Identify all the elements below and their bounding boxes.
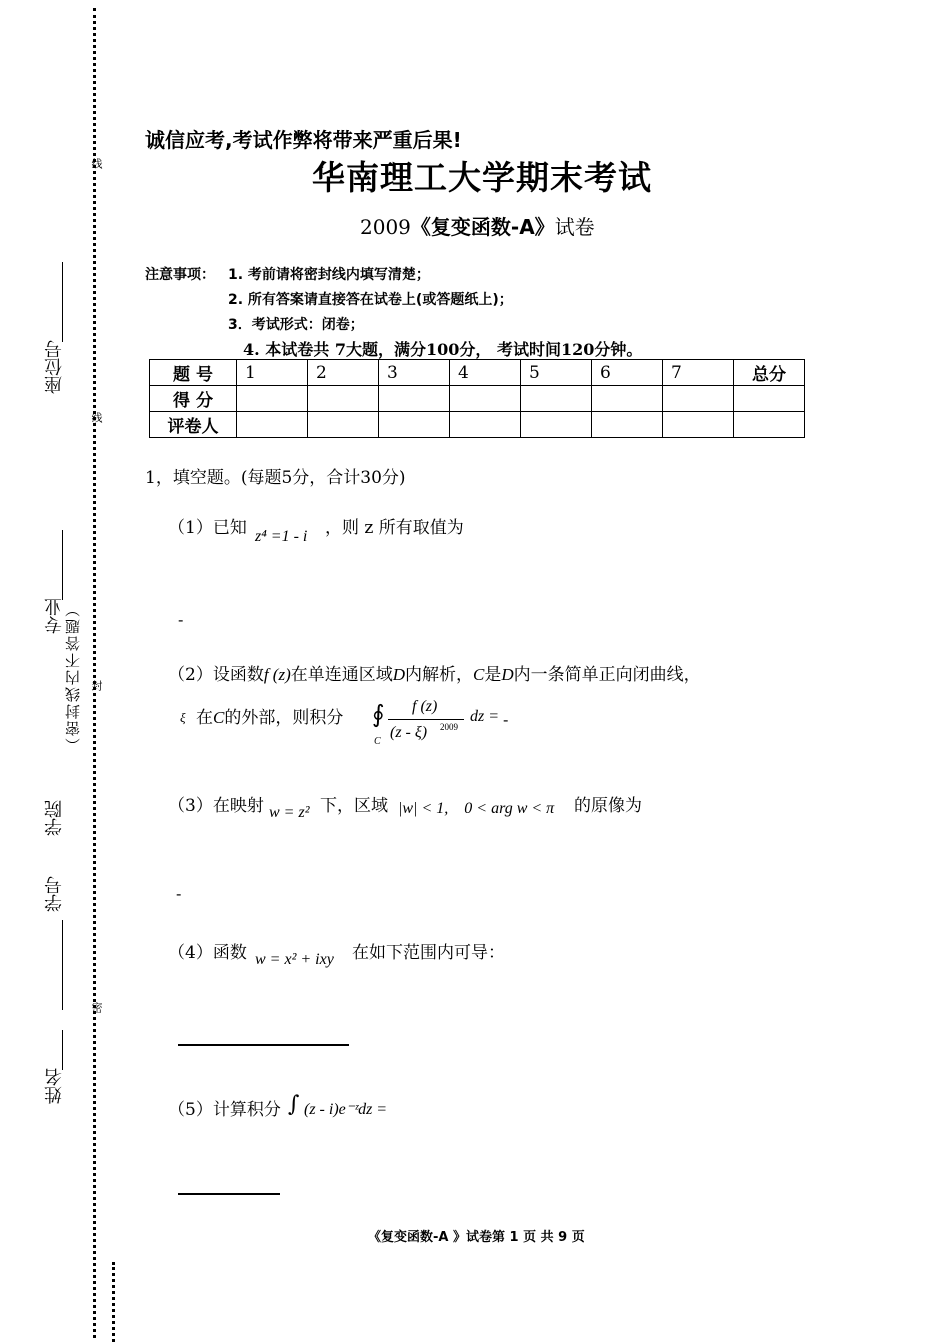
college-label: 学院 [44, 800, 65, 836]
grader-cell[interactable] [734, 412, 805, 438]
major-label: 专业 [44, 598, 65, 634]
q5-integral-sign: ∫ [288, 1092, 300, 1117]
q4-end: 在如下范围内可导： [352, 943, 505, 963]
col-2: 2 [308, 360, 379, 386]
seat-label: 座位号 [44, 340, 65, 394]
subtitle-suffix: 试卷 [554, 215, 595, 239]
col-6: 6 [592, 360, 663, 386]
q1-answer-blank[interactable]: - [178, 610, 184, 629]
score-cell[interactable] [663, 386, 734, 412]
q2-line2b: 的外部，则积分 [224, 708, 344, 728]
col-total: 总分 [734, 360, 805, 386]
notes-label: 注意事项： [145, 267, 215, 283]
q2-integral-sign: ∮ [372, 700, 385, 728]
score-cell[interactable] [379, 386, 450, 412]
score-cell[interactable] [237, 386, 308, 412]
section1-heading: 1，填空题。(每题5分，合计30分) [145, 468, 406, 488]
col-4: 4 [450, 360, 521, 386]
q2-curve-c2: C [213, 708, 225, 727]
exam-title: 华南理工大学期末考试 [312, 158, 652, 197]
q2-line2a: 在 [196, 708, 213, 728]
score-table-row-grader [150, 412, 805, 438]
q5-answer-line[interactable] [178, 1193, 280, 1195]
binding-dotted-line [93, 8, 96, 1338]
q2-fz: f (z) [263, 665, 291, 684]
q4-answer-line[interactable] [178, 1044, 349, 1046]
q2-mid: 在单连通区域 [290, 665, 393, 685]
seal-note: （密封线内不答题） [64, 600, 82, 753]
q2-line2 [196, 703, 343, 728]
q2-end: 内一条简单正向闭曲线， [513, 665, 701, 685]
note-item-3: 3．考试形式：闭卷； [228, 317, 364, 333]
q5-prefix: （5）计算积分 [168, 1100, 281, 1120]
q1-formula: z⁴ =1 - i [255, 528, 308, 545]
q3-map: w = z² [269, 804, 310, 821]
subtitle-year: 2009 [360, 215, 411, 239]
q2-domain-d2: D [501, 665, 514, 684]
student-id-label: 学号 [44, 876, 65, 912]
score-cell[interactable] [308, 386, 379, 412]
row-label-grader: 评卷人 [150, 412, 237, 438]
seat-rule [62, 262, 63, 342]
q3-mid: 下，区域 [320, 796, 388, 816]
exam-subtitle [360, 211, 595, 240]
score-table-row-score [150, 386, 805, 412]
q3-region: |w| < 1, 0 < arg w < π [398, 800, 555, 817]
q2-mid3: 是 [484, 665, 502, 685]
grader-cell[interactable] [521, 412, 592, 438]
grader-cell[interactable] [237, 412, 308, 438]
page-footer: 《复变函数-A 》试卷第 1 页 共 9 页 [368, 1230, 585, 1245]
grader-cell[interactable] [450, 412, 521, 438]
col-1: 1 [237, 360, 308, 386]
grader-cell[interactable] [592, 412, 663, 438]
q2-dz: dz = [470, 708, 500, 725]
q2-xi: ξ [180, 710, 186, 725]
binding-dotted-line-bottom [112, 1262, 115, 1342]
q4-prefix: （4）函数 [168, 943, 247, 963]
q2-answer-blank[interactable]: - [503, 710, 509, 729]
student-id-rule [62, 920, 63, 1010]
grader-cell[interactable] [379, 412, 450, 438]
name-rule [62, 1030, 63, 1070]
q3-end: 的原像为 [574, 796, 642, 816]
q2-integral-c: C [374, 736, 381, 747]
score-cell[interactable] [734, 386, 805, 412]
q4-function: w = x² + ixy [255, 951, 334, 968]
q5-integral: (z - i)e⁻ᶻdz = [304, 1101, 388, 1118]
integrity-warning: 诚信应考,考试作弊将带来严重后果! [145, 128, 462, 152]
col-7: 7 [663, 360, 734, 386]
score-cell[interactable] [521, 386, 592, 412]
q2-mid2: 内解析， [405, 665, 474, 685]
note-item-4: 4. 本试卷共 7大题，满分100分， 考试时间120分钟。 [243, 340, 643, 359]
secret-mark: 密 [90, 1002, 103, 1013]
row-label-number: 题 号 [150, 360, 237, 386]
q1-prefix: （1）已知 [168, 518, 247, 538]
row-label-score: 得 分 [150, 386, 237, 412]
note-item-1: 1. 考前请将密封线内填写清楚； [228, 267, 430, 283]
line-mark-mid: 线 [90, 412, 103, 423]
q2-domain-d: D [392, 665, 406, 684]
q2-fraction-bar [388, 719, 464, 720]
score-table [149, 359, 805, 438]
grader-cell[interactable] [663, 412, 734, 438]
q2-line1 [168, 660, 701, 685]
score-cell[interactable] [592, 386, 663, 412]
score-table-row-number [150, 360, 805, 386]
major-rule [62, 530, 63, 600]
col-5: 5 [521, 360, 592, 386]
seal-mark: 封 [90, 680, 103, 691]
note-item-2: 2. 所有答案请直接答在试卷上(或答题纸上)； [228, 292, 513, 308]
q3-prefix: （3）在映射 [168, 796, 264, 816]
q2-curve-c: C [473, 665, 485, 684]
subtitle-course: 《复变函数-A》 [410, 215, 555, 239]
q3-answer-blank[interactable]: - [176, 884, 182, 903]
q2-denominator: (z - ξ) [390, 724, 428, 741]
score-cell[interactable] [450, 386, 521, 412]
line-mark-top: 线 [90, 158, 103, 169]
name-label: 姓名 [44, 1068, 65, 1104]
q2-exponent: 2009 [440, 722, 458, 732]
q2-numerator: f (z) [412, 698, 438, 715]
q2-prefix: （2）设函数 [168, 665, 264, 685]
col-3: 3 [379, 360, 450, 386]
q1-suffix: ，则 z 所有取值为 [325, 518, 464, 538]
grader-cell[interactable] [308, 412, 379, 438]
